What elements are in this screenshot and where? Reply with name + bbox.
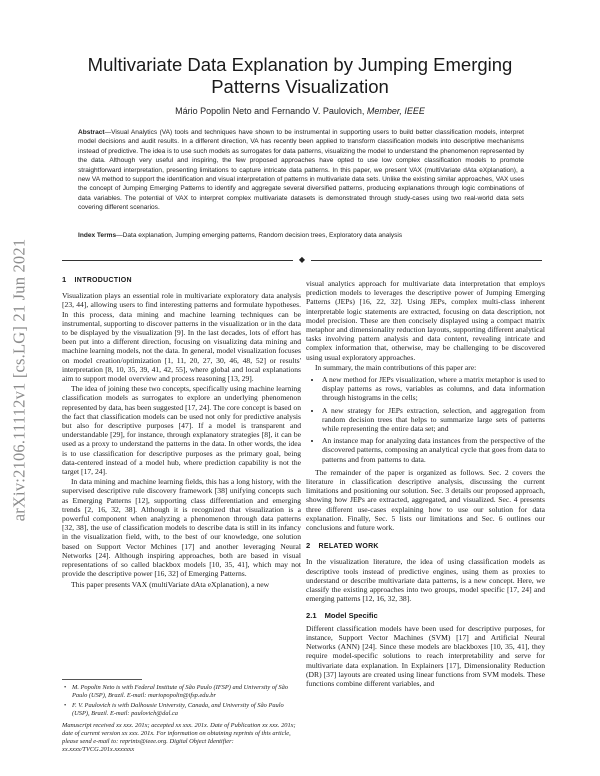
paragraph: Different classification models have been used for descriptive purposes, for instance, Support Vector Machines (SVM) [17] and Artificial Neural Networks (ANN) [24]. Since these models are blackboxes [10, 35, 41], they require model-specific solutions to reach interpretability and serve for multivariate data explanation. In Explainers [17], Dimensionality Reduction (DR) [37] layouts are created using linear functions from SVM models. These functions combine different variables, and <box>306 623 545 688</box>
left-column <box>62 275 301 590</box>
list-item: • An instance map for analyzing data instances from the perspective of the discovered patterns, composing an analytical cycle that goes from data to patterns and from patterns to data. <box>322 436 545 464</box>
section-divider <box>62 255 542 265</box>
section-number: 2 <box>306 541 311 551</box>
subsection-number: 2.1 <box>306 610 317 620</box>
abstract-text: —Visual Analytics (VA) tools and techniques have shown to be instrumental in supporting users to build better classification models, interpret model decisions and audit results. In a different direction, VA has recently been applied to transform classification models into descriptive mechanisms instead of predictive. The idea is to use such models as surrogates for data patterns, visualizing the model to understand the phenomenon represented by the data. Although very useful and inspiring, the few proposed approaches have opted to use low complex classification models to promote straightforward interpretation, presenting limitations to capture intricate data patterns. In this paper, we present VAX (multiVariate dAta eXplanation), a new VA method to support the identification and visual interpretation of patterns in multivariate data sets. Unlike the existing similar approaches, VAX uses the concept of Jumping Emerging Patterns to identify and aggregate several diversified patterns, producing explanations through logic combinations of data variables. The potential of VAX to interpret complex multivariate datasets is demonstrated through study-cases using two real-world data sets covering different scenarios. <box>78 129 524 212</box>
section-title: RELATED WORK <box>318 543 379 551</box>
list-item: • A new method for JEPs visualization, where a matrix metaphor is used to display patterns as rows, variables as columns, and data information through histograms in the cells; <box>322 375 545 403</box>
list-item: • A new strategy for JEPs extraction, selection, and aggregation from random decision trees that helps to summarize large sets of patterns while representing the entire data set; and <box>322 406 545 434</box>
arxiv-stamp-text: arXiv:2106.11112v1 [cs.LG] 21 Jun 2021 <box>9 238 29 522</box>
paragraph: The idea of joining these two concepts, specifically using machine learning classification models as surrogates to explore an underlying phenomenon represented by data, has been suggested [17, 24]. The core concept is based on the fact that classification models can be used not only for predictive analysis but also for descriptive purposes [47]. If a model is transparent and understandable [29], for instance, through explanatory strategies [8], it can be used as a proxy to understand the patterns in the data. In other words, the idea is to use classification for descriptive purposes as the primary goal, being data-centered instead of a model hub, where prediction capability is not the target [17, 24]. <box>62 384 301 477</box>
abstract-label: Abstract <box>78 129 105 136</box>
section-heading-related-work <box>306 541 545 551</box>
diamond-icon: ◆ <box>298 255 306 264</box>
author-line <box>60 106 540 116</box>
paragraph: visual analytics approach for multivariate data interpretation that employs prediction models to leverages the descriptive power of Jumping Emerging Patterns (JEPs) [16, 22, 32]. Using JEPs, complex multi-class inherent interpretable logic statements are extracted, focusing on data description, not model precision. These are then concisely displayed using a compact matrix metaphor and dimensionality reduction layouts, supporting different analytical tasks involving pattern analysis and data content, revealing intricate and complex information that, otherwise, may be challenging to be discovered using usual exploratory approaches. <box>306 279 545 362</box>
section-heading-introduction <box>62 275 301 285</box>
paragraph: The remainder of the paper is organized as follows. Sec. 2 covers the literature in classification descriptive analysis, discussing the current limitations and positioning our solution. Sec. 3 details our proposed approach, showing how JEPs are extracted, aggregated, and visualized. Sec. 4 presents three different use-cases explaining how to use our solution for data explanation. Finally, Sec. 5 lists our limitations and Sec. 6 outlines our conclusions and future work. <box>306 467 545 533</box>
divider-line-right <box>311 260 542 261</box>
paragraph: In summary, the main contributions of this paper are: <box>315 362 477 372</box>
index-terms-label: Index Terms <box>78 232 117 239</box>
footnote-item: • M. Popolin Neto is with Federal Institute of São Paulo (IFSP) and University of São Paulo (USP), Brazil. E-mail: mariopopolin@ifsp.edu.br <box>72 684 301 700</box>
footnotes <box>62 679 301 754</box>
abstract <box>78 128 524 213</box>
section-title: INTRODUCTION <box>74 277 132 284</box>
paragraph: In data mining and machine learning fields, this has a long history, with the supervised descriptive rule discovery framework [38] unifying concepts such as Emerging Patterns [12], supporting class differentiation and emerging trends [2, 16, 32, 38]. Although it is recognized that visualization is a powerful component when analyzing a phenomenon through data patterns [32, 38], the use of classification models to describe data is still in its infancy in the visualization field, with, to the best of our knowledge, one solution based on Support Vector Mchines [17] and another leveraging Neural Networks [24]. Although inspiring approaches, both are based in visual representations of so called blackbox models [10, 35, 41], which may not provide the descriptive power [16, 32] of Emerging Patterns. <box>62 477 301 579</box>
footnote-item: • F. V. Paulovich is with Dalhousie University, Canada, and University of São Paulo (USP), Brazil. E-mail: paulovich@dal.ca <box>72 702 301 718</box>
index-terms-text: —Data explanation, Jumping emerging patterns, Random decision trees, Exploratory data analysis <box>116 232 403 239</box>
divider-line-left <box>62 260 293 261</box>
contribution-list <box>306 375 545 464</box>
subsection-title: Model Specific <box>324 610 378 620</box>
author-names: Mário Popolin Neto and Fernando V. Paulovich, <box>175 106 365 116</box>
footnote-rule <box>62 679 142 680</box>
right-column <box>306 279 545 689</box>
index-terms <box>78 231 524 240</box>
section-number: 1 <box>62 275 67 284</box>
footnote-list <box>62 684 301 718</box>
arxiv-stamp <box>6 215 32 545</box>
paragraph: Visualization plays an essential role in multivariate exploratory data analysis [23, 44], allowing users to find interesting patterns and formulate hypotheses. In this process, data mining and machine learning techniques can be instrumental, supporting to discover patterns in the visualization or in the data to be displayed by the visualization [9]. In the last decades, lots of effort has been put into a different direction, focusing on visualizing data mining and machine learning models, not the data. In general, model visualization focuses on model creation/optimization [1, 11, 20, 27, 30, 46, 48, 52] or results' interpretation [8, 10, 35, 39, 41, 42, 55], where global and local explanations aim to support model overview and process reasoning [13, 29]. <box>62 291 301 384</box>
paragraph: In the visualization literature, the idea of using classification models as descriptive tools instead of predictive engines, using them as proxies to understand or describe multivariate data patterns, is a new concept. Here, we classify the existing approaches into two groups, model specific [17, 24] and emerging patterns [12, 16, 32, 38]. <box>306 557 545 604</box>
paragraph: This paper presents VAX (multiVariate dAta eXplanation), a new <box>71 579 270 589</box>
author-role: Member, IEEE <box>366 106 425 116</box>
manuscript-info: Manuscript received xx xxx. 201x; accepted xx xxx. 201x. Date of Publication xx xxx. 201x; date of current version xx xxx. 201x. For information on obtaining reprints of this article, please send e-mail to: reprints@ieee.org. Digital Object Identifier: xx.xxxx/TVCG.201x.xxxxxxx <box>62 722 296 753</box>
paper-title: Multivariate Data Explanation by Jumping Emerging Patterns Visualization <box>87 54 513 97</box>
subsection-heading-model-specific <box>306 611 545 620</box>
